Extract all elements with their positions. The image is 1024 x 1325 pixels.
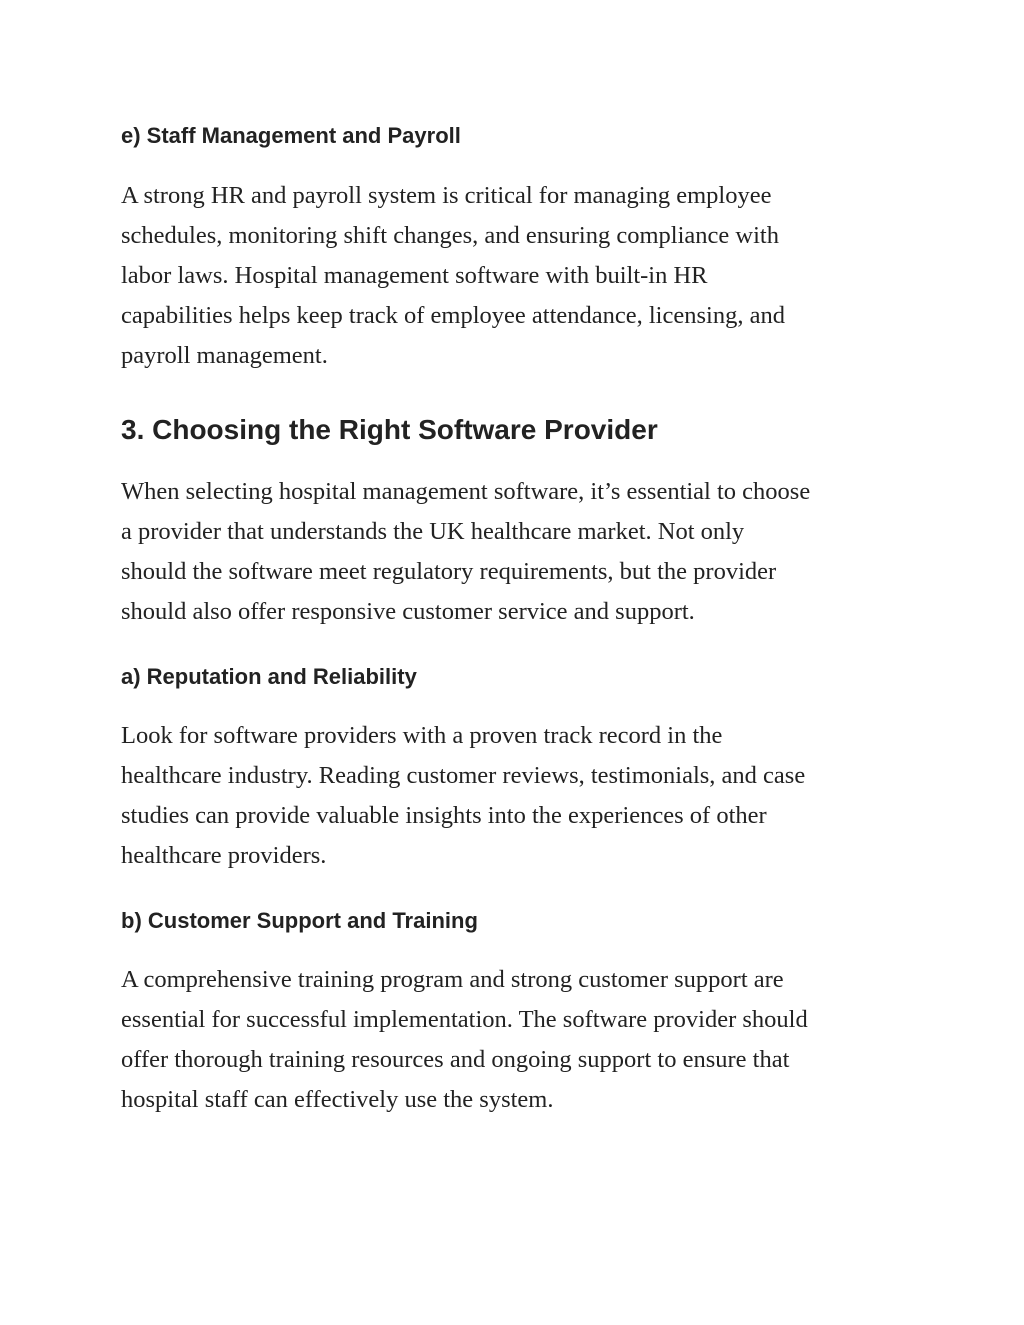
paragraph-line: healthcare industry. Reading customer reviews, testimonials, and case [121,762,806,789]
paragraph-line: A strong HR and payroll system is critical for managing employee [121,182,772,209]
heading-choosing-provider: 3. Choosing the Right Software Provider [121,414,658,445]
paragraph-choosing-provider [121,472,901,632]
paragraph-line: offer thorough training resources and ongoing support to ensure that [121,1046,790,1073]
heading-reputation: a) Reputation and Reliability [121,664,417,689]
paragraph-line: schedules, monitoring shift changes, and ensuring compliance with [121,222,779,249]
paragraph-line: should also offer responsive customer service and support. [121,598,695,625]
paragraph-line: labor laws. Hospital management software with built-in HR [121,262,708,289]
heading-customer-support: b) Customer Support and Training [121,908,478,933]
paragraph-staff-management [121,176,901,376]
paragraph-line: Look for software providers with a proven track record in the [121,722,723,749]
paragraph-customer-support [121,960,901,1120]
heading-staff-management: e) Staff Management and Payroll [121,123,461,148]
paragraph-line: hospital staff can effectively use the system. [121,1086,554,1113]
paragraph-line: should the software meet regulatory requirements, but the provider [121,558,777,585]
paragraph-line: studies can provide valuable insights into the experiences of other [121,802,767,829]
paragraph-line: a provider that understands the UK healthcare market. Not only [121,518,745,545]
paragraph-line: A comprehensive training program and strong customer support are [121,966,784,993]
paragraph-line: payroll management. [121,342,328,369]
paragraph-line: healthcare providers. [121,842,327,869]
paragraph-line: When selecting hospital management software, it’s essential to choose [121,478,811,505]
paragraph-line: essential for successful implementation. The software provider should [121,1006,808,1033]
paragraph-line: capabilities helps keep track of employee attendance, licensing, and [121,302,785,329]
paragraph-reputation [121,716,901,876]
